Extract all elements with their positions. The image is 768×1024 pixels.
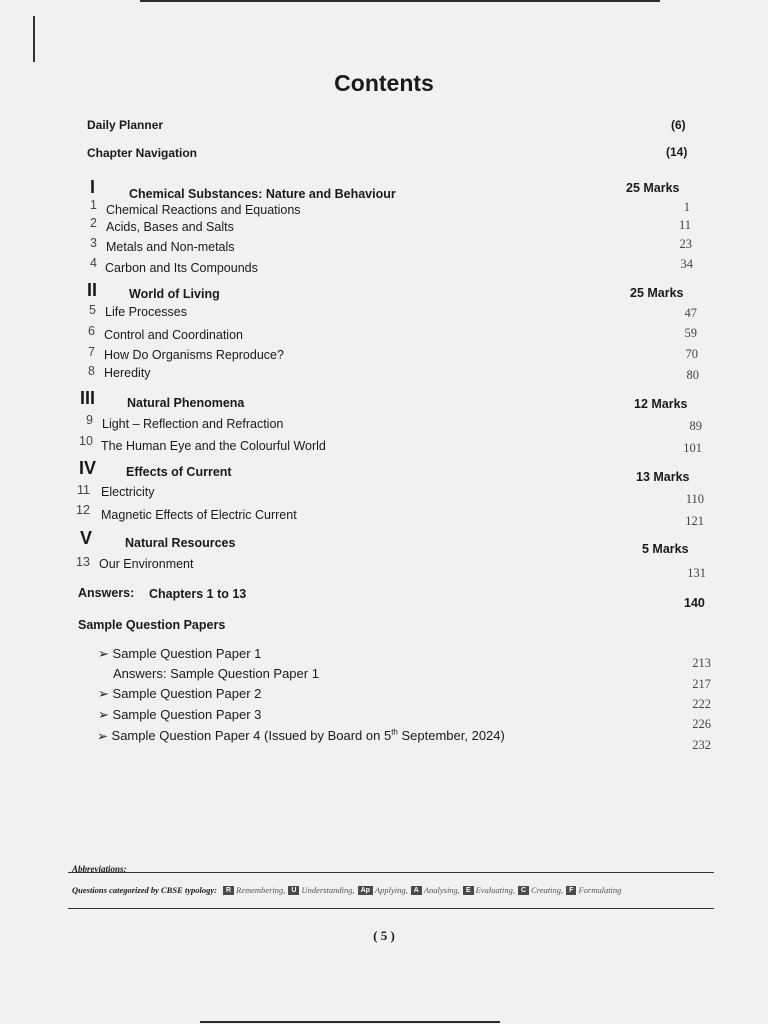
sample-paper-title: Sample Question Paper 1 xyxy=(112,646,262,661)
chapter-title: Magnetic Effects of Electric Current xyxy=(101,508,297,522)
unit-title: Chemical Substances: Nature and Behaviour xyxy=(129,187,396,201)
page-edge-left xyxy=(33,16,35,62)
typology-label: Applying, xyxy=(374,885,408,895)
answers-page: 140 xyxy=(684,596,705,610)
unit-title: Natural Resources xyxy=(125,536,236,550)
sample-paper-page: 222 xyxy=(692,697,711,711)
chapter-title: Carbon and Its Compounds xyxy=(105,261,258,275)
typology-label: Formulating xyxy=(578,885,622,895)
sample-paper-page: 217 xyxy=(692,677,711,691)
sample-papers-heading: Sample Question Papers xyxy=(78,618,226,632)
sample-paper-title: Sample Question Paper 2 xyxy=(112,686,262,701)
divider xyxy=(68,872,714,873)
sample-paper-title: Sample Question Paper 4 (Issued by Board on 5th September, 2024) xyxy=(111,728,505,744)
chapter-title: Acids, Bases and Salts xyxy=(106,220,234,234)
bullet-arrow-icon: ➢ xyxy=(98,707,109,722)
divider xyxy=(68,908,714,909)
typology-label: Remembering, xyxy=(236,885,286,895)
chapter-page: 80 xyxy=(686,368,699,382)
typology-badge: E xyxy=(463,886,474,895)
answers-range: Chapters 1 to 13 xyxy=(149,587,247,601)
unit-title: World of Living xyxy=(129,287,220,301)
typology-badge: A xyxy=(411,886,422,895)
chapter-title: Metals and Non-metals xyxy=(106,240,235,254)
chapter-title: Light – Reflection and Refraction xyxy=(102,417,284,431)
chapter-number: 8 xyxy=(88,364,95,378)
chapter-page: 11 xyxy=(678,218,691,232)
chapter-page: 23 xyxy=(679,237,692,251)
chapter-title: Heredity xyxy=(104,366,151,380)
chapter-number: 5 xyxy=(89,303,96,317)
unit-roman: I xyxy=(90,177,96,197)
chapter-page: 59 xyxy=(684,326,697,340)
page-number: ( 5 ) xyxy=(373,928,395,943)
page-title: Contents xyxy=(334,70,434,96)
sample-paper-page: 226 xyxy=(692,717,711,731)
chapter-title: How Do Organisms Reproduce? xyxy=(104,348,284,362)
unit-roman: IV xyxy=(79,458,97,478)
chapter-title: The Human Eye and the Colourful World xyxy=(101,439,326,453)
chapter-page: 101 xyxy=(683,441,702,455)
chapter-page: 34 xyxy=(680,257,693,271)
chapter-title: Control and Coordination xyxy=(104,328,243,342)
chapter-page: 70 xyxy=(685,347,698,361)
typology-badge: R xyxy=(223,886,234,895)
chapter-title: Chemical Reactions and Equations xyxy=(106,203,301,217)
chapter-number: 11 xyxy=(77,483,90,497)
answers-label: Answers: xyxy=(78,586,135,600)
front-matter-label: Daily Planner xyxy=(87,118,164,132)
chapter-number: 9 xyxy=(86,413,93,427)
sample-paper-title: Sample Question Paper 3 xyxy=(112,707,262,722)
chapter-page: 110 xyxy=(685,492,704,506)
chapter-number: 4 xyxy=(90,256,97,270)
chapter-number: 3 xyxy=(90,236,97,250)
typology-label: Creating, xyxy=(531,885,564,895)
abbreviations-heading: Abbreviations: xyxy=(72,864,127,874)
sample-paper-item xyxy=(98,686,261,702)
typology-badge: C xyxy=(518,886,529,895)
typology-label: Analysing, xyxy=(423,885,460,895)
chapter-number: 2 xyxy=(90,216,97,230)
chapter-title: Our Environment xyxy=(99,557,194,571)
bullet-arrow-icon: ➢ xyxy=(98,646,109,661)
sample-paper-item xyxy=(98,646,261,662)
bullet-arrow-icon: ➢ xyxy=(98,686,109,701)
unit-roman: V xyxy=(80,528,93,548)
chapter-number: 13 xyxy=(76,555,90,569)
unit-title: Effects of Current xyxy=(126,465,232,479)
chapter-title: Life Processes xyxy=(105,305,187,319)
typology-badge: U xyxy=(288,886,299,895)
chapter-number: 6 xyxy=(88,324,95,338)
unit-marks: 25 Marks xyxy=(626,181,680,195)
typology-lead: Questions categorized by CBSE typology: xyxy=(72,885,217,895)
chapter-title: Electricity xyxy=(101,485,155,499)
sample-paper-page: 232 xyxy=(692,738,711,752)
sample-paper-title: Answers: Sample Question Paper 1 xyxy=(113,666,319,681)
typology-label: Evaluating, xyxy=(475,885,516,895)
sample-paper-item xyxy=(97,728,505,744)
unit-title: Natural Phenomena xyxy=(127,396,245,410)
chapter-number: 10 xyxy=(79,434,93,448)
bullet-arrow-icon: ➢ xyxy=(97,728,108,744)
unit-roman: III xyxy=(80,388,96,408)
page-edge-bottom xyxy=(200,1021,500,1023)
chapter-number: 7 xyxy=(88,345,95,359)
front-matter-page: (14) xyxy=(666,145,688,159)
unit-marks: 12 Marks xyxy=(634,397,688,411)
unit-roman: II xyxy=(87,280,98,300)
chapter-page: 131 xyxy=(687,566,706,580)
sample-paper-page: 213 xyxy=(692,656,711,670)
chapter-page: 47 xyxy=(684,306,697,320)
unit-marks: 13 Marks xyxy=(636,470,690,484)
front-matter-page: (6) xyxy=(671,118,686,132)
unit-marks: 5 Marks xyxy=(642,542,689,556)
page-edge-top xyxy=(140,0,660,2)
unit-marks: 25 Marks xyxy=(630,286,684,300)
typology-badge: Ap xyxy=(358,886,373,895)
chapter-page: 121 xyxy=(685,514,704,528)
sample-paper-item xyxy=(113,666,319,681)
typology-label: Understanding, xyxy=(301,885,355,895)
typology-legend xyxy=(72,885,621,895)
chapter-number: 12 xyxy=(76,503,90,517)
front-matter-label: Chapter Navigation xyxy=(87,146,198,160)
sample-paper-item xyxy=(98,707,261,723)
chapter-page: 1 xyxy=(683,200,690,214)
chapter-page: 89 xyxy=(689,419,702,433)
chapter-number: 1 xyxy=(90,198,97,212)
typology-badge: F xyxy=(566,886,576,895)
